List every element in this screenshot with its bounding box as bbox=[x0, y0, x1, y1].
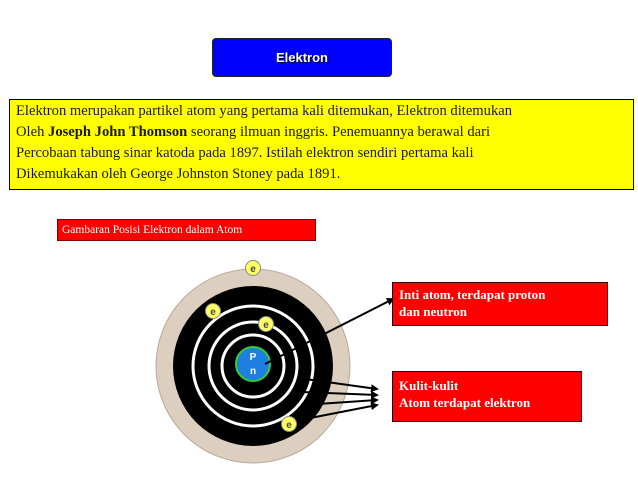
nucleus-label-box bbox=[392, 282, 608, 326]
nucleus-neutron-label: n bbox=[249, 366, 257, 377]
electron-3 bbox=[259, 317, 274, 332]
description-line-2-post: seorang ilmuan inggris. Penemuannya berawal dari bbox=[187, 124, 491, 140]
electron-2-label: e bbox=[210, 307, 216, 318]
electron-4-label: e bbox=[286, 420, 292, 431]
diagram-caption: Gambaran Posisi Elektron dalam Atom bbox=[57, 219, 316, 241]
shell-label-line-2: Atom terdapat elektron bbox=[399, 395, 531, 410]
nucleus-proton-label: P bbox=[249, 352, 257, 363]
electron-3-label: e bbox=[263, 320, 269, 331]
shell-label-line-1: Kulit-kulit bbox=[399, 378, 459, 393]
page-title: Elektron bbox=[275, 50, 328, 65]
description-line-4: Dikemukakan oleh George Johnston Stoney pada 1891. bbox=[16, 166, 341, 182]
shell-label-box bbox=[392, 371, 582, 422]
electron-4 bbox=[282, 417, 297, 432]
description-line-2-pre: Oleh bbox=[16, 124, 49, 140]
electron-2 bbox=[206, 304, 221, 319]
electron-1-label: e bbox=[250, 264, 256, 275]
discoverer-name: Joseph John Thomson bbox=[48, 124, 188, 140]
nucleus-label-line-2: dan neutron bbox=[399, 304, 468, 319]
nucleus-label-line-1: Inti atom, terdapat proton bbox=[399, 287, 546, 302]
description-line-3: Percobaan tabung sinar katoda pada 1897. Istilah elektron sendiri pertama kali bbox=[16, 145, 474, 161]
description-line-1: Elektron merupakan partikel atom yang pertama kali ditemukan, Elektron ditemukan bbox=[16, 103, 513, 119]
electron-1 bbox=[246, 261, 261, 276]
